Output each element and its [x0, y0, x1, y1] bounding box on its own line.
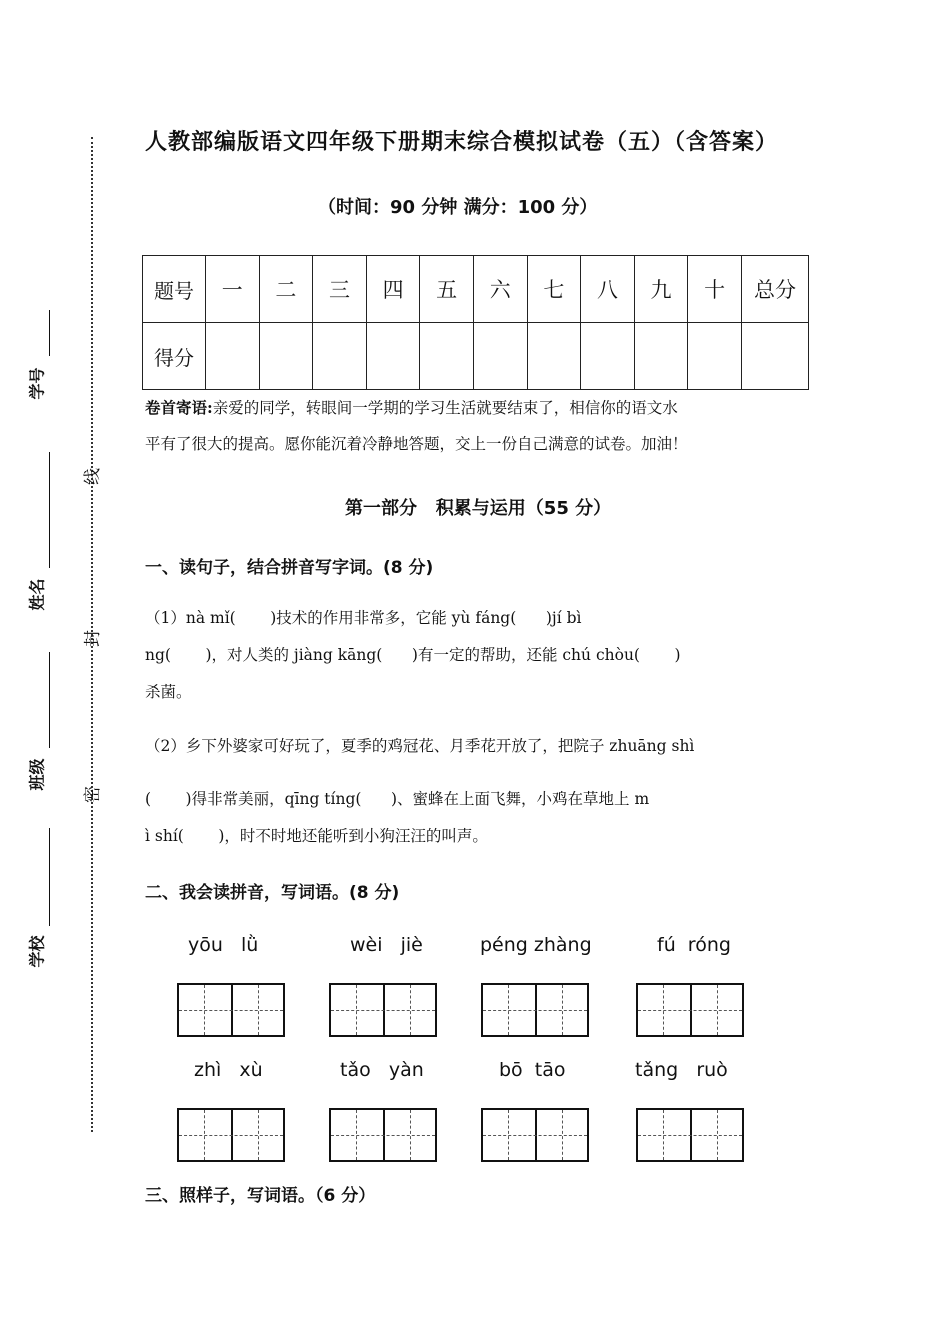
q1-s1-line2: ng( )，对人类的 jiàng kāng( )有一定的帮助，还能 chú chòu( )	[145, 646, 681, 664]
seal-char-secret: 密	[83, 786, 103, 803]
score-table-header-row	[143, 256, 809, 323]
preface-line2: 平有了很大的提高。愿你能沉着冷静地答题，交上一份自己满意的试卷。加油！	[145, 435, 688, 453]
student-id-line	[49, 310, 50, 356]
writing-grid-1[interactable]	[177, 983, 285, 1037]
writing-grid-2[interactable]	[329, 983, 437, 1037]
class-line	[49, 652, 50, 748]
column-10: 十	[688, 256, 742, 323]
column-3: 三	[313, 256, 367, 323]
pinyin-1: yōu lǜ	[188, 934, 259, 956]
q1-s1-line3: 杀菌。	[145, 683, 192, 701]
q1-s1-line1: （1）nà mǐ( )技术的作用非常多，它能 yù fáng( )jí bì	[145, 609, 582, 627]
score-header: 得分	[143, 323, 206, 390]
score-table-score-row	[143, 323, 809, 390]
q1-s2-line1: （2）乡下外婆家可好玩了，夏季的鸡冠花、月季花开放了，把院子 zhuāng shì	[145, 737, 695, 755]
pinyin-5: zhì xù	[194, 1059, 263, 1081]
writing-grid-4[interactable]	[636, 983, 744, 1037]
student-id-label: 学号	[27, 367, 47, 400]
question-number-header: 题号	[143, 256, 206, 323]
q1-s2-line3: ì shí( )，时不时地还能听到小狗汪汪的叫声。	[145, 827, 488, 845]
pinyin-2: wèi jiè	[350, 934, 423, 956]
q1-title: 一、读句子，结合拼音写字词。(8 分)	[145, 558, 434, 578]
seal-char-seal: 封	[83, 630, 103, 647]
pinyin-4: fú róng	[657, 934, 731, 956]
student-name-line	[49, 452, 50, 568]
class-label: 班级	[27, 758, 47, 791]
column-9: 九	[634, 256, 688, 323]
exam-title: 人教部编版语文四年级下册期末综合模拟试卷（五）（含答案）	[145, 130, 779, 155]
q2-title: 二、我会读拼音，写词语。(8 分)	[145, 883, 400, 903]
column-2: 二	[259, 256, 313, 323]
score-cell-4[interactable]	[366, 323, 420, 390]
writing-grid-7[interactable]	[481, 1108, 589, 1162]
preface	[145, 390, 825, 426]
score-cell-1[interactable]	[206, 323, 260, 390]
school-label: 学校	[27, 935, 47, 968]
score-cell-3[interactable]	[313, 323, 367, 390]
writing-grid-5[interactable]	[177, 1108, 285, 1162]
score-cell-2[interactable]	[259, 323, 313, 390]
part1-title: 第一部分 积累与运用（55 分）	[345, 498, 612, 519]
exam-subtitle: （时间：90 分钟 满分：100 分）	[318, 197, 598, 218]
pinyin-7: bō tāo	[499, 1059, 566, 1081]
q1-s2-line2: ( )得非常美丽，qīng tíng( )、蜜蜂在上面飞舞，小鸡在草地上 m	[145, 790, 650, 808]
q3-title: 三、照样子，写词语。（6 分）	[145, 1186, 376, 1206]
writing-grid-3[interactable]	[481, 983, 589, 1037]
column-5: 五	[420, 256, 474, 323]
score-cell-total[interactable]	[742, 323, 809, 390]
score-cell-6[interactable]	[473, 323, 527, 390]
seal-char-line: 线	[83, 468, 103, 485]
score-cell-9[interactable]	[634, 323, 688, 390]
score-table	[142, 255, 809, 390]
score-cell-10[interactable]	[688, 323, 742, 390]
column-4: 四	[366, 256, 420, 323]
column-8: 八	[581, 256, 635, 323]
column-1: 一	[206, 256, 260, 323]
school-line	[49, 828, 50, 926]
preface-line1: 亲爱的同学，转眼间一学期的学习生活就要结束了，相信你的语文水	[212, 399, 678, 417]
writing-grid-8[interactable]	[636, 1108, 744, 1162]
student-name-label: 姓名	[27, 578, 47, 611]
preface-label: 卷首寄语:	[145, 398, 213, 417]
column-7: 七	[527, 256, 581, 323]
score-cell-8[interactable]	[581, 323, 635, 390]
pinyin-8: tǎng ruò	[635, 1059, 728, 1081]
writing-grid-6[interactable]	[329, 1108, 437, 1162]
column-total: 总分	[742, 256, 809, 323]
column-6: 六	[473, 256, 527, 323]
pinyin-6: tǎo yàn	[340, 1059, 424, 1081]
score-cell-5[interactable]	[420, 323, 474, 390]
score-cell-7[interactable]	[527, 323, 581, 390]
pinyin-3: péng zhàng	[480, 934, 592, 956]
